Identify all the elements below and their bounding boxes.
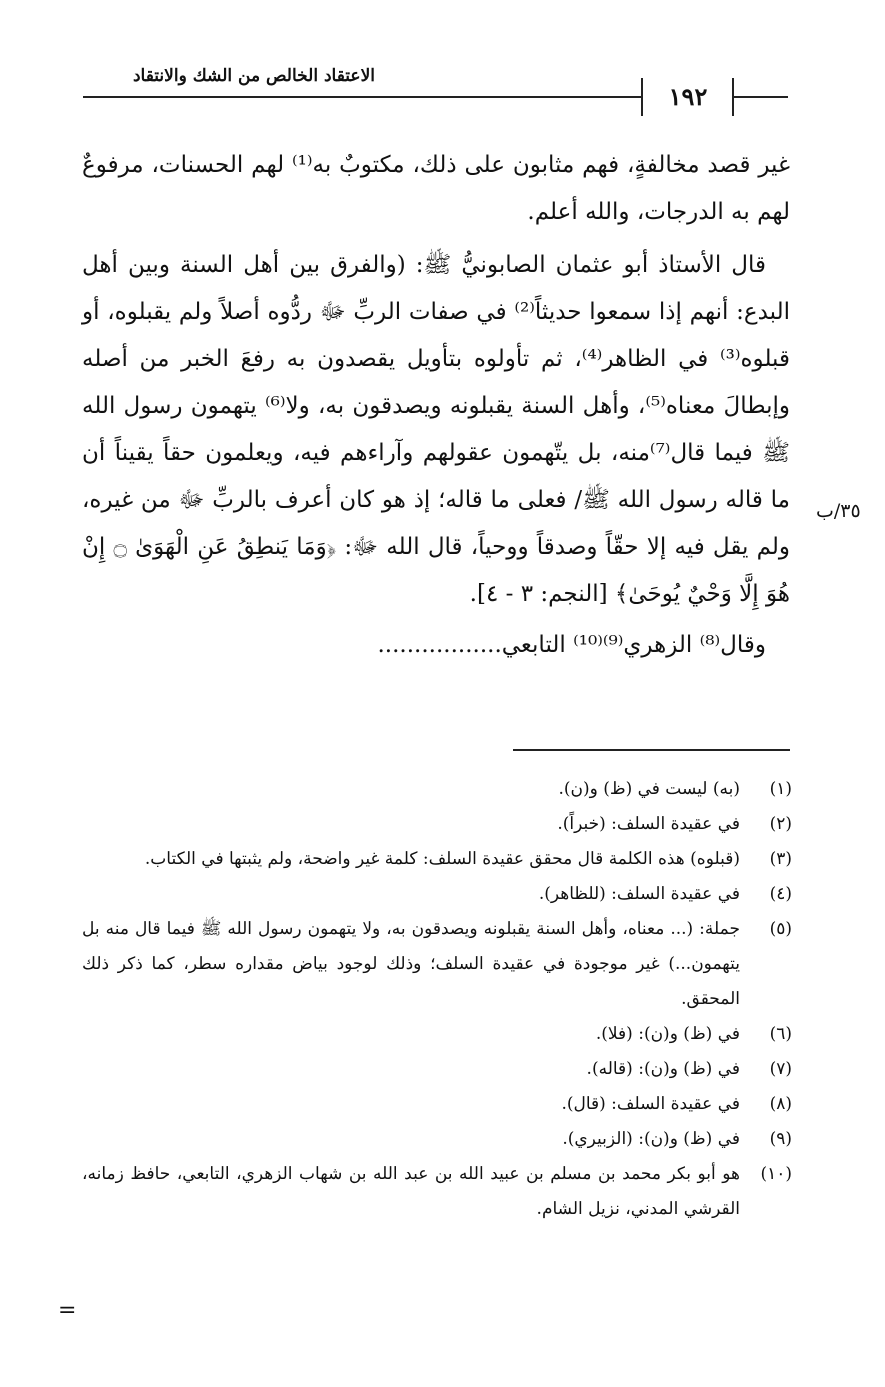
footnote [82,1157,792,1227]
footnote-separator [513,749,790,751]
footnote-text: في عقيدة السلف: (للظاهر). [538,884,740,904]
footnote-text: في عقيدة السلف: (قال). [561,1094,740,1114]
footnote-number: (١) [769,779,792,799]
footnote-text: (به) ليست في (ظ) و(ن). [558,779,740,799]
paragraph [82,622,790,669]
footnotes [82,772,792,1227]
paragraph: غير قصد مخالفةٍ، فهم مثابون على ذلك، مكتوبٌ به⁽¹⁾ لهم الحسنات، مرفوعٌ لهم به الدرجات، والله أعلم. [82,152,790,225]
footnote [82,912,792,1017]
footnote-number: (٩) [769,1129,792,1149]
footnote-number: (٨) [769,1094,792,1114]
footnote-text: (قبلوه) هذه الكلمة قال محقق عقيدة السلف: كلمة غير واضحة، ولم يثبتها في الكتاب. [144,849,740,869]
continuation-mark: = [58,1298,77,1323]
footnote [82,877,792,912]
footnote-number: (٤) [769,884,792,904]
paragraph: قال الأستاذ أبو عثمان الصابونيُّ ﷺ: (والفرق بين أهل السنة وبين أهل البدع: أنهم إذا سمعوا حديثاً⁽²⁾ في صفات الربِّ ﷻ ردُّوه أصلاً ولم يقبلوه، أو قبلوه⁽³⁾ في الظاهر⁽⁴⁾، ثم تأولوه بتأويل يقصدون به رفعَ الخبر من أصله وإبطالَ معناه⁽⁵⁾، وأهل السنة يقبلونه ويصدقون به، ولا⁽⁶⁾ يتهمون رسول الله ﷺ فيما قال⁽⁷⁾منه، بل يتّهمون عقولهم وآراءهم فيه، ويعلمون حقاً يقيناً أن ما قاله رسول الله ﷺ/ فعلى ما قاله؛ إذ هو كان أعرف بالربِّ ﷻ من غيره، ولم يقل فيه إلا حقّاً وصدقاً ووحياً، قال الله ﷻ: ﴿وَمَا يَنطِقُ عَنِ الْهَوَىٰ ۝ إِنْ هُوَ إِلَّا وَحْيٌ يُوحَىٰ﴾ [النجم: ٣ - ٤]. [82,252,790,607]
page-number: ١٩٢ [668,82,708,111]
footnote [82,807,792,842]
footnote-text: في (ظ) و(ن): (الزبيري). [562,1129,740,1149]
footnote [82,1017,792,1052]
footnote [82,1122,792,1157]
footnote [82,772,792,807]
running-header-title: الاعتقاد الخالص من الشك والانتقاد [132,66,375,86]
header-divider-left [641,78,643,116]
footnote-number: (٣) [769,849,792,869]
footnote-text: في (ظ) و(ن): (فلا). [595,1024,740,1044]
footnote-number: (٢) [769,814,792,834]
footnote [82,1052,792,1087]
main-text [82,142,790,669]
manuscript-folio-note: ٣٥/ب [816,500,861,522]
footnote-number: (٥) [769,919,792,939]
footnote-text: هو أبو بكر محمد بن مسلم بن عبيد الله بن عبد الله بن شهاب الزهري، التابعي، حافظ زمانه، القرشي المدني، نزيل الشام. [82,1164,740,1219]
footnote-text: جملة: (... معناه، وأهل السنة يقبلونه ويصدقون به، ولا يتهمون رسول الله ﷺ فيما قال منه بل يتهمون...) غير موجودة في عقيدة السلف؛ وذلك لوجود بياض مقداره سطر، كما ذكر ذلك المحقق. [82,919,740,1009]
footnote [82,1087,792,1122]
footnote-text: في (ظ) و(ن): (قاله). [586,1059,740,1079]
footnote [82,842,792,877]
header-rule-short [734,96,788,98]
header-rule [83,96,643,98]
footnote-number: (١٠) [760,1164,792,1184]
continuation-dots: ................. [377,632,502,658]
footnote-number: (٦) [769,1024,792,1044]
paragraph-text: وقال⁽⁸⁾ الزهري⁽⁹⁾⁽¹⁰⁾ التابعي [501,632,766,658]
footnote-text: في عقيدة السلف: (خبراً). [557,814,740,834]
footnote-number: (٧) [769,1059,792,1079]
